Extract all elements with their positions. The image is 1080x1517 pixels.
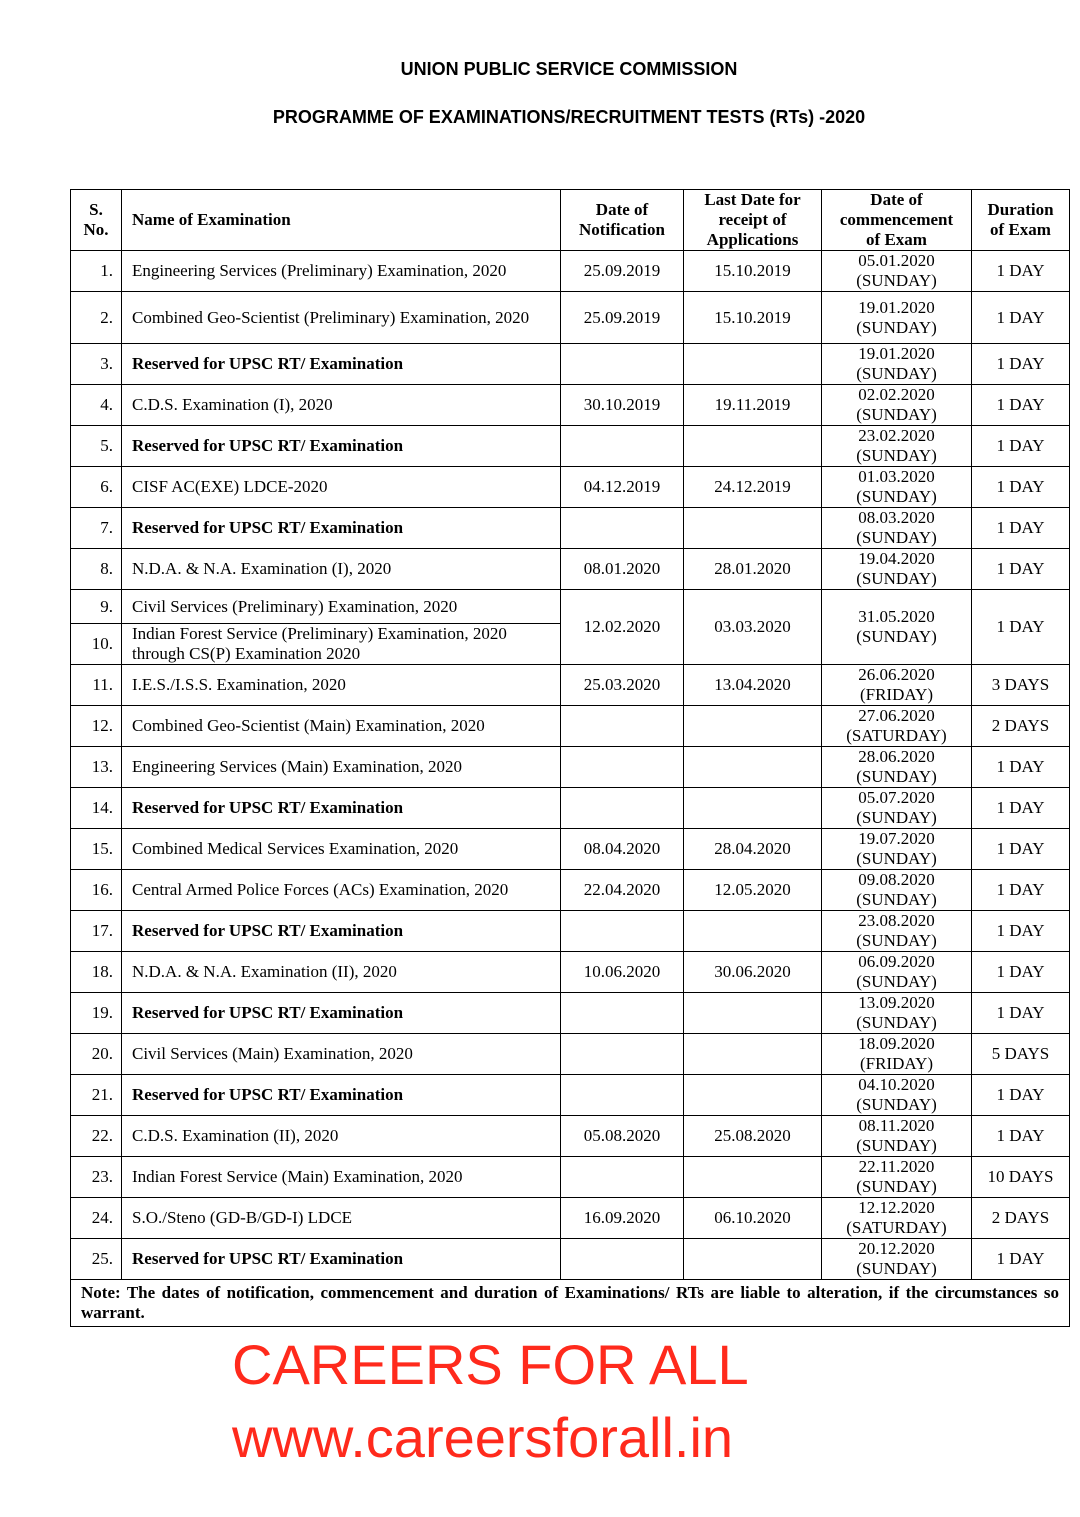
row-sno: 10.: [71, 624, 122, 665]
row-sno: 22.: [71, 1116, 122, 1157]
row-exam-date: 12.12.2020 (SATURDAY): [822, 1198, 972, 1239]
row-last-date: 25.08.2020: [684, 1116, 822, 1157]
row-exam-name: Reserved for UPSC RT/ Examination: [122, 1075, 561, 1116]
header-commencement: Date of commencement of Exam: [822, 190, 972, 251]
row-duration: 1 DAY: [972, 788, 1070, 829]
row-exam-name: Reserved for UPSC RT/ Examination: [122, 788, 561, 829]
table-row: [71, 706, 1070, 747]
row-notification: [561, 706, 684, 747]
table-row: [71, 952, 1070, 993]
row-duration: 1 DAY: [972, 747, 1070, 788]
row-sno: 17.: [71, 911, 122, 952]
row-exam-name: Central Armed Police Forces (ACs) Examination, 2020: [122, 870, 561, 911]
row-duration: 5 DAYS: [972, 1034, 1070, 1075]
row-exam-date: 02.02.2020 (SUNDAY): [822, 385, 972, 426]
row-notification: [561, 1239, 684, 1280]
row-duration: 1 DAY: [972, 549, 1070, 590]
row-exam-name: CISF AC(EXE) LDCE-2020: [122, 467, 561, 508]
row-notification: 12.02.2020: [561, 590, 684, 665]
row-duration: 1 DAY: [972, 870, 1070, 911]
table-row: [71, 1116, 1070, 1157]
row-exam-name: Engineering Services (Main) Examination, 2020: [122, 747, 561, 788]
row-sno: 12.: [71, 706, 122, 747]
row-duration: 3 DAYS: [972, 665, 1070, 706]
row-duration: 1 DAY: [972, 993, 1070, 1034]
row-last-date: 15.10.2019: [684, 251, 822, 292]
row-exam-date: 13.09.2020 (SUNDAY): [822, 993, 972, 1034]
row-sno: 14.: [71, 788, 122, 829]
header-notification: Date of Notification: [561, 190, 684, 251]
table-row: [71, 292, 1070, 344]
row-exam-name: Reserved for UPSC RT/ Examination: [122, 1239, 561, 1280]
row-exam-date: 18.09.2020 (FRIDAY): [822, 1034, 972, 1075]
row-exam-name: N.D.A. & N.A. Examination (I), 2020: [122, 549, 561, 590]
row-last-date: 28.01.2020: [684, 549, 822, 590]
row-exam-name: C.D.S. Examination (II), 2020: [122, 1116, 561, 1157]
exam-schedule-table: [70, 189, 1070, 1327]
row-sno: 23.: [71, 1157, 122, 1198]
row-notification: 08.01.2020: [561, 549, 684, 590]
row-exam-date: 23.08.2020 (SUNDAY): [822, 911, 972, 952]
table-row: [71, 665, 1070, 706]
row-sno: 7.: [71, 508, 122, 549]
row-exam-date: 05.01.2020 (SUNDAY): [822, 251, 972, 292]
table-row: [71, 1157, 1070, 1198]
row-duration: 1 DAY: [972, 251, 1070, 292]
row-exam-name: Engineering Services (Preliminary) Examination, 2020: [122, 251, 561, 292]
row-sno: 3.: [71, 344, 122, 385]
row-sno: 13.: [71, 747, 122, 788]
row-exam-name: N.D.A. & N.A. Examination (II), 2020: [122, 952, 561, 993]
row-sno: 20.: [71, 1034, 122, 1075]
watermark-brand: CAREERS FOR ALL: [232, 1333, 749, 1396]
row-notification: 25.09.2019: [561, 292, 684, 344]
table-row: [71, 1198, 1070, 1239]
row-exam-date: 20.12.2020 (SUNDAY): [822, 1239, 972, 1280]
header-sno: S. No.: [71, 190, 122, 251]
row-sno: 15.: [71, 829, 122, 870]
row-last-date: [684, 788, 822, 829]
row-sno: 4.: [71, 385, 122, 426]
row-exam-date: 04.10.2020 (SUNDAY): [822, 1075, 972, 1116]
row-exam-name: Combined Geo-Scientist (Main) Examination, 2020: [122, 706, 561, 747]
row-notification: 22.04.2020: [561, 870, 684, 911]
row-sno: 9.: [71, 590, 122, 624]
row-notification: [561, 1075, 684, 1116]
row-duration: 1 DAY: [972, 467, 1070, 508]
row-notification: 25.09.2019: [561, 251, 684, 292]
table-row: [71, 1034, 1070, 1075]
row-duration: 10 DAYS: [972, 1157, 1070, 1198]
row-exam-name: Reserved for UPSC RT/ Examination: [122, 508, 561, 549]
table-row: [71, 1239, 1070, 1280]
table-row: [71, 549, 1070, 590]
row-last-date: [684, 1034, 822, 1075]
row-last-date: [684, 344, 822, 385]
row-exam-date: 08.11.2020 (SUNDAY): [822, 1116, 972, 1157]
row-duration: 2 DAYS: [972, 706, 1070, 747]
row-exam-date: 28.06.2020 (SUNDAY): [822, 747, 972, 788]
row-last-date: 13.04.2020: [684, 665, 822, 706]
row-duration: 1 DAY: [972, 385, 1070, 426]
row-exam-name: Reserved for UPSC RT/ Examination: [122, 993, 561, 1034]
table-row: [71, 508, 1070, 549]
row-exam-name: Reserved for UPSC RT/ Examination: [122, 344, 561, 385]
header-duration: Duration of Exam: [972, 190, 1070, 251]
row-last-date: [684, 911, 822, 952]
note-text: Note: The dates of notification, commencement and duration of Examinations/ RTs are liable to alteration, if the circumstances so warrant.: [71, 1280, 1070, 1327]
row-exam-date: 09.08.2020 (SUNDAY): [822, 870, 972, 911]
row-last-date: 06.10.2020: [684, 1198, 822, 1239]
table-row: [71, 829, 1070, 870]
row-exam-date: 06.09.2020 (SUNDAY): [822, 952, 972, 993]
row-sno: 2.: [71, 292, 122, 344]
row-duration: 1 DAY: [972, 344, 1070, 385]
row-exam-name: Indian Forest Service (Preliminary) Examination, 2020 through CS(P) Examination 2020: [122, 624, 561, 665]
table-row: [71, 344, 1070, 385]
row-duration: 1 DAY: [972, 292, 1070, 344]
table-row: [71, 788, 1070, 829]
row-duration: 1 DAY: [972, 829, 1070, 870]
row-duration: 1 DAY: [972, 911, 1070, 952]
row-last-date: [684, 1075, 822, 1116]
row-duration: 1 DAY: [972, 1116, 1070, 1157]
row-last-date: [684, 426, 822, 467]
row-notification: 10.06.2020: [561, 952, 684, 993]
row-exam-date: 08.03.2020 (SUNDAY): [822, 508, 972, 549]
row-notification: [561, 1034, 684, 1075]
row-sno: 11.: [71, 665, 122, 706]
row-duration: 1 DAY: [972, 590, 1070, 665]
row-last-date: [684, 508, 822, 549]
row-notification: [561, 1157, 684, 1198]
row-sno: 5.: [71, 426, 122, 467]
row-sno: 19.: [71, 993, 122, 1034]
row-sno: 8.: [71, 549, 122, 590]
row-last-date: 30.06.2020: [684, 952, 822, 993]
row-exam-name: Civil Services (Main) Examination, 2020: [122, 1034, 561, 1075]
row-exam-date: 23.02.2020 (SUNDAY): [822, 426, 972, 467]
table-row: [71, 467, 1070, 508]
row-last-date: [684, 747, 822, 788]
row-duration: 1 DAY: [972, 1239, 1070, 1280]
row-exam-date: 01.03.2020 (SUNDAY): [822, 467, 972, 508]
row-exam-name: C.D.S. Examination (I), 2020: [122, 385, 561, 426]
row-last-date: 19.11.2019: [684, 385, 822, 426]
row-last-date: 03.03.2020: [684, 590, 822, 665]
row-sno: 1.: [71, 251, 122, 292]
row-notification: [561, 911, 684, 952]
row-last-date: [684, 1157, 822, 1198]
row-sno: 6.: [71, 467, 122, 508]
row-exam-name: Reserved for UPSC RT/ Examination: [122, 911, 561, 952]
row-exam-date: 22.11.2020 (SUNDAY): [822, 1157, 972, 1198]
table-header-row: [71, 190, 1070, 251]
row-duration: 2 DAYS: [972, 1198, 1070, 1239]
row-notification: [561, 426, 684, 467]
programme-title: PROGRAMME OF EXAMINATIONS/RECRUITMENT TESTS (RTs) -2020: [272, 107, 866, 127]
row-duration: 1 DAY: [972, 426, 1070, 467]
row-last-date: 15.10.2019: [684, 292, 822, 344]
header-last-date: Last Date for receipt of Applications: [684, 190, 822, 251]
table-row: [71, 385, 1070, 426]
row-exam-date: 05.07.2020 (SUNDAY): [822, 788, 972, 829]
row-exam-name: S.O./Steno (GD-B/GD-I) LDCE: [122, 1198, 561, 1239]
row-sno: 18.: [71, 952, 122, 993]
row-exam-date: 19.04.2020 (SUNDAY): [822, 549, 972, 590]
table-row: [71, 911, 1070, 952]
row-notification: [561, 993, 684, 1034]
table-row: [71, 870, 1070, 911]
table-row: [71, 1075, 1070, 1116]
table-row: [71, 747, 1070, 788]
row-duration: 1 DAY: [972, 508, 1070, 549]
row-exam-name: Combined Medical Services Examination, 2020: [122, 829, 561, 870]
row-last-date: 28.04.2020: [684, 829, 822, 870]
row-exam-name: Indian Forest Service (Main) Examination, 2020: [122, 1157, 561, 1198]
row-exam-date: 19.01.2020 (SUNDAY): [822, 344, 972, 385]
row-sno: 25.: [71, 1239, 122, 1280]
row-duration: 1 DAY: [972, 1075, 1070, 1116]
row-exam-name: Reserved for UPSC RT/ Examination: [122, 426, 561, 467]
row-exam-date: 26.06.2020 (FRIDAY): [822, 665, 972, 706]
row-notification: 05.08.2020: [561, 1116, 684, 1157]
watermark-url: www.careersforall.in: [232, 1406, 734, 1469]
row-last-date: 24.12.2019: [684, 467, 822, 508]
row-notification: 16.09.2020: [561, 1198, 684, 1239]
table-row: [71, 426, 1070, 467]
row-exam-date: 19.07.2020 (SUNDAY): [822, 829, 972, 870]
row-last-date: [684, 706, 822, 747]
row-sno: 24.: [71, 1198, 122, 1239]
table-row: [71, 590, 1070, 624]
commission-title: UNION PUBLIC SERVICE COMMISSION: [400, 59, 738, 79]
table-row: [71, 251, 1070, 292]
header-name: Name of Examination: [122, 190, 561, 251]
row-notification: 30.10.2019: [561, 385, 684, 426]
row-exam-date: 19.01.2020 (SUNDAY): [822, 292, 972, 344]
row-sno: 16.: [71, 870, 122, 911]
table-row: [71, 993, 1070, 1034]
row-last-date: [684, 993, 822, 1034]
row-exam-date: 31.05.2020 (SUNDAY): [822, 590, 972, 665]
row-exam-name: I.E.S./I.S.S. Examination, 2020: [122, 665, 561, 706]
row-exam-date: 27.06.2020 (SATURDAY): [822, 706, 972, 747]
row-notification: [561, 344, 684, 385]
row-exam-name: Civil Services (Preliminary) Examination, 2020: [122, 590, 561, 624]
note-row: [71, 1280, 1070, 1327]
row-notification: 25.03.2020: [561, 665, 684, 706]
row-sno: 21.: [71, 1075, 122, 1116]
row-notification: 04.12.2019: [561, 467, 684, 508]
row-last-date: 12.05.2020: [684, 870, 822, 911]
row-notification: [561, 747, 684, 788]
row-notification: [561, 788, 684, 829]
row-duration: 1 DAY: [972, 952, 1070, 993]
row-exam-name: Combined Geo-Scientist (Preliminary) Examination, 2020: [122, 292, 561, 344]
row-notification: 08.04.2020: [561, 829, 684, 870]
row-notification: [561, 508, 684, 549]
row-last-date: [684, 1239, 822, 1280]
